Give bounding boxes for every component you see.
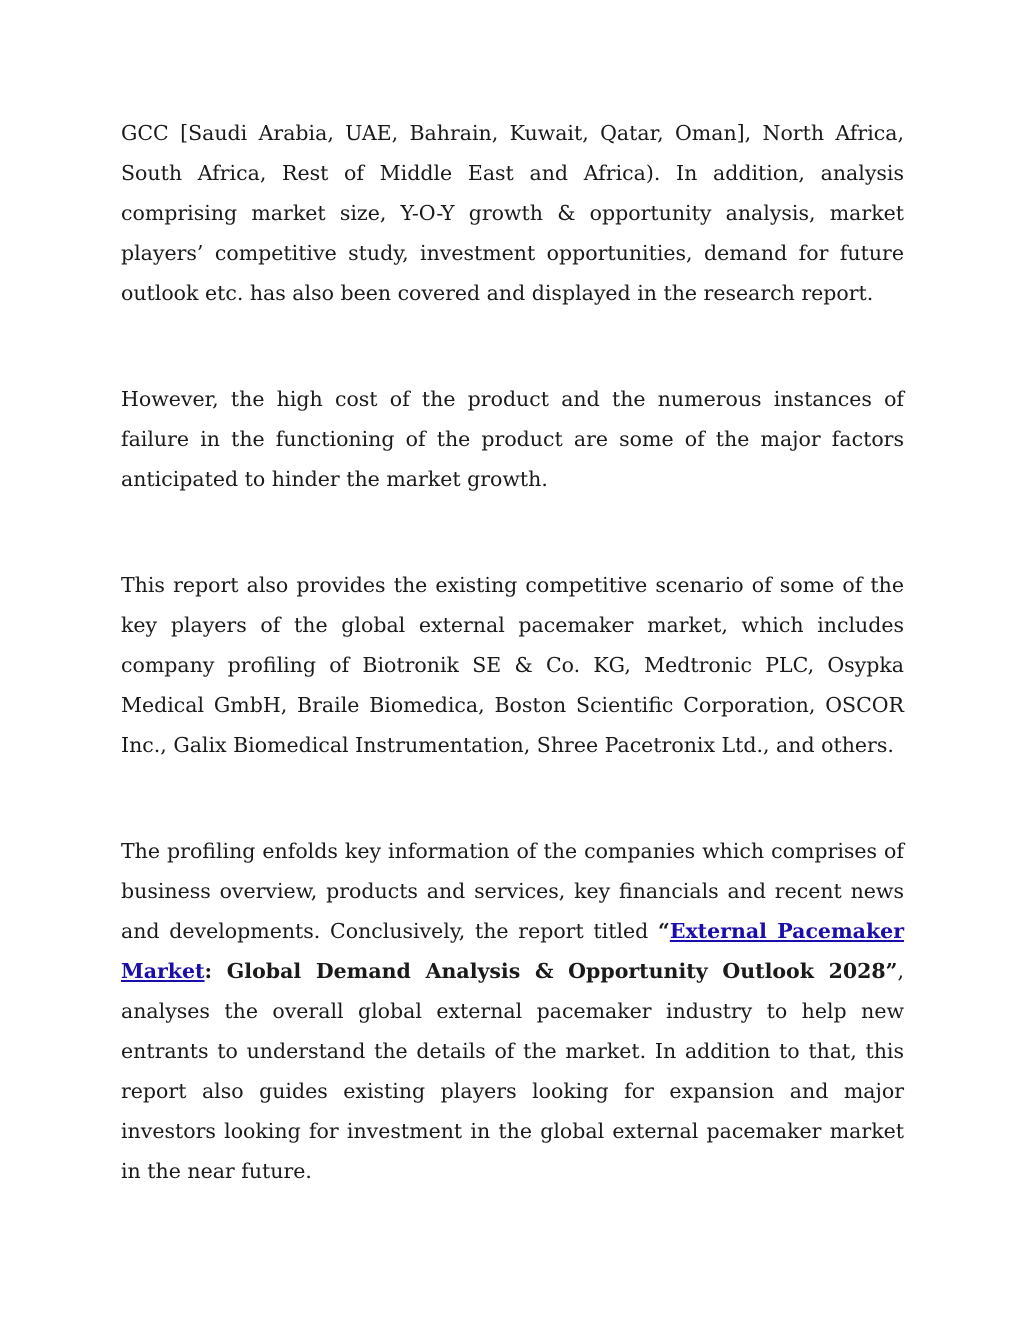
paragraph-regional-coverage: GCC [Saudi Arabia, UAE, Bahrain, Kuwait, Qatar, Oman], North Africa, South Africa, Rest of Middle East and Africa). In addition, analysis comprising market size, Y-O-Y growth & opportunity analysis, market players’ competitive study, investment opportunities, demand for future outlook etc. has also been covered and displayed in the research report. xyxy=(121,121,904,305)
report-title-open-quote: “ xyxy=(658,919,670,943)
report-title-text: : Global Demand Analysis & Opportunity Outlook 2028” xyxy=(204,959,898,983)
external-pacemaker-market-link[interactable]: External Pacemaker Market xyxy=(121,919,904,983)
document-page xyxy=(121,113,904,1191)
paragraph-key-players: This report also provides the existing competitive scenario of some of the key players of the global external pacemaker market, which includes company profiling of Biotronik SE & Co. KG, Medtronic PLC, Osypka Medical GmbH, Braile Biomedica, Boston Scientific Corporation, OSCOR Inc., Galix Biomedical Instrumentation, Shree Pacetronix Ltd., and others. xyxy=(121,573,904,757)
paragraph-conclusion xyxy=(121,831,904,1191)
paragraph-market-restraints: However, the high cost of the product and the numerous instances of failure in the functioning of the product are some of the major factors anticipated to hinder the market growth. xyxy=(121,387,904,491)
conclusion-intro-text: The profiling enfolds key information of the companies which comprises of business overview, products and services, key financials and recent news and developments. Conclusively, the report titled xyxy=(121,839,904,943)
conclusion-outro-text: , analyses the overall global external pacemaker industry to help new entrants to understand the details of the market. In addition to that, this report also guides existing players looking for expansion and major investors looking for investment in the global external pacemaker market in the near future. xyxy=(121,959,904,1183)
